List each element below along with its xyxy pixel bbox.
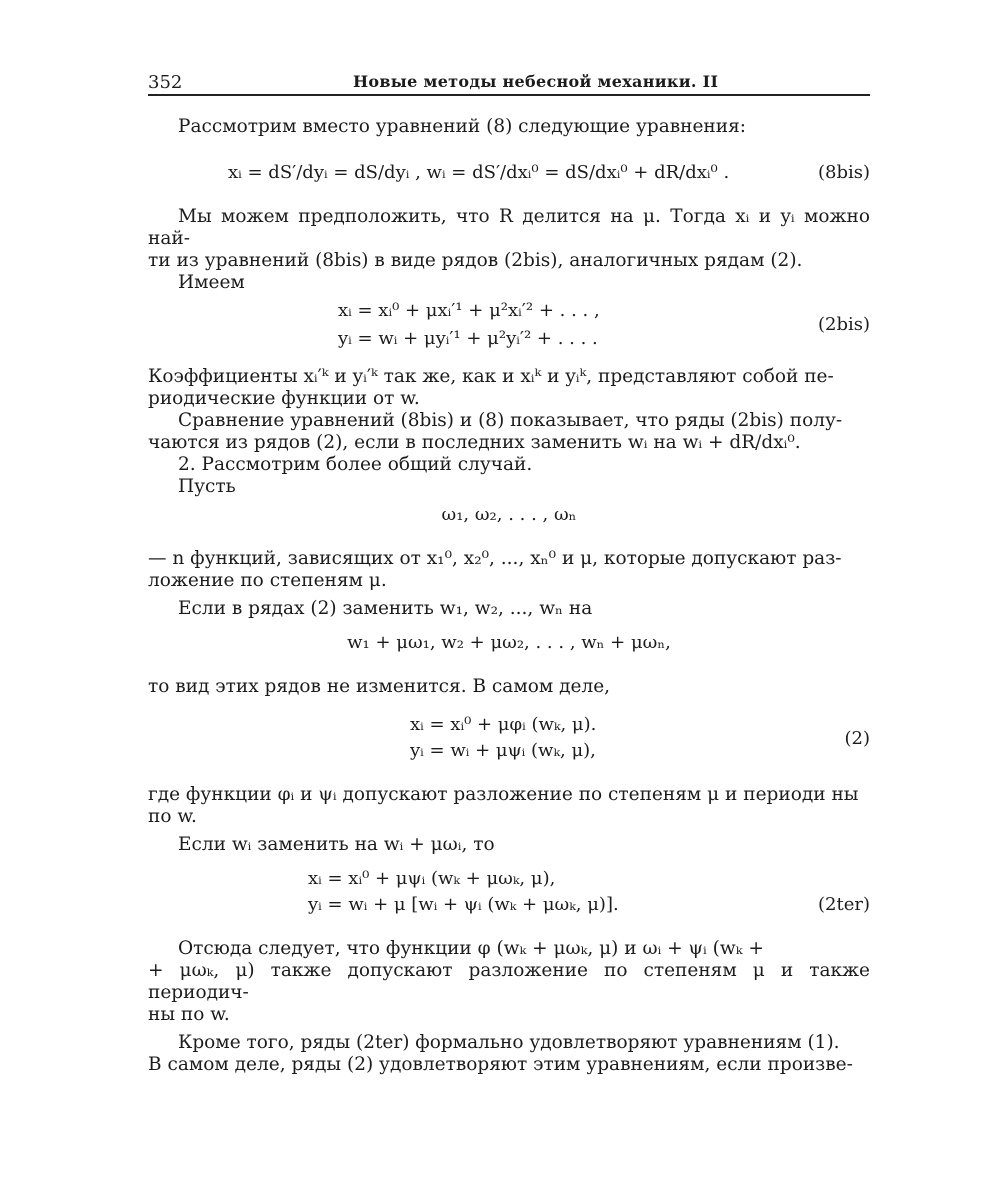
- paragraph-3-line-2: риодические функции от w.: [148, 388, 420, 409]
- paragraph-7-line-2: ложение по степеням μ.: [148, 570, 387, 591]
- equation-2: [148, 710, 870, 772]
- paragraph-6: Пусть: [178, 476, 236, 497]
- equation-2ter-line-2: yᵢ = wᵢ + μ [wᵢ + ψᵢ (wₖ + μωₖ, μ)].: [308, 894, 619, 915]
- equation-2-line-1: xᵢ = xᵢ⁰ + μφᵢ (wₖ, μ).: [410, 714, 597, 735]
- equation-2ter-line-1: xᵢ = xᵢ⁰ + μψᵢ (wₖ + μωₖ, μ),: [308, 868, 556, 889]
- equation-2bis: [148, 296, 870, 352]
- equation-2-line-2: yᵢ = wᵢ + μψᵢ (wₖ, μ),: [410, 740, 596, 761]
- running-title: Новые методы небесной механики. II: [353, 72, 719, 91]
- running-header: [148, 70, 870, 96]
- paragraph-9: то вид этих рядов не изменится. В самом деле,: [148, 676, 611, 697]
- paragraph-4-line-1: Сравнение уравнений (8bis) и (8) показывает, что ряды (2bis) полу-: [178, 410, 843, 431]
- equation-2bis-line-2: yᵢ = wᵢ + μyᵢ′¹ + μ²yᵢ′² + . . . .: [338, 328, 598, 349]
- paragraph-3-line-1: Коэффициенты xᵢ′ᵏ и yᵢ′ᵏ так же, как и xᵢᵏ и yᵢᵏ, представляют собой пе-: [148, 366, 834, 387]
- paragraph-5: 2. Рассмотрим более общий случай.: [178, 454, 533, 475]
- paragraph-2-line-1: Мы можем предположить, что R делится на μ. Тогда xᵢ и yᵢ можно най-: [148, 206, 870, 249]
- equation-8bis-tag: (8bis): [817, 162, 870, 183]
- paragraph-8: Если в рядах (2) заменить w₁, w₂, ..., wₙ на: [178, 598, 593, 619]
- paragraph-4-line-2: чаются из рядов (2), если в последних заменить wᵢ на wᵢ + dR/dxᵢ⁰.: [148, 432, 801, 453]
- paragraph-12-line-3: ны по w.: [148, 1004, 230, 1025]
- equation-2ter-tag: (2ter): [818, 894, 870, 915]
- equation-2bis-line-1: xᵢ = xᵢ⁰ + μxᵢ′¹ + μ²xᵢ′² + . . . ,: [338, 300, 600, 321]
- paragraph-12-line-1: Отсюда следует, что функции φ (wₖ + μωₖ, μ) и ωᵢ + ψᵢ (wₖ +: [178, 938, 764, 959]
- paragraph-1: Рассмотрим вместо уравнений (8) следующие уравнения:: [178, 116, 746, 137]
- paragraph-2-line-2: ти из уравнений (8bis) в виде рядов (2bis), аналогичных рядам (2).: [148, 250, 803, 271]
- page: [148, 70, 870, 1076]
- paragraph-10-line-1: где функции φᵢ и ψᵢ допускают разложение по степеням μ и периоди ны: [148, 784, 859, 805]
- equation-8bis: [148, 148, 870, 198]
- paragraph-12-line-2: + μωₖ, μ) также допускают разложение по степеням μ и также периодич-: [148, 960, 870, 1003]
- equation-substitution: w₁ + μω₁, w₂ + μω₂, . . . , wₙ + μωₙ,: [347, 632, 671, 653]
- equation-2ter: [148, 864, 870, 924]
- paragraph-13-line-2: В самом деле, ряды (2) удовлетворяют этим уравнениям, если произве-: [148, 1054, 853, 1075]
- page-number: 352: [148, 72, 183, 93]
- paragraph-7-line-1: — n функций, зависящих от x₁⁰, x₂⁰, ..., xₙ⁰ и μ, которые допускают раз-: [148, 548, 842, 569]
- paragraph-11: Если wᵢ заменить на wᵢ + μωᵢ, то: [178, 834, 495, 855]
- paragraph-2-line-3: Имеем: [178, 272, 245, 293]
- paragraph-10-line-2: по w.: [148, 806, 197, 827]
- equation-2bis-tag: (2bis): [817, 314, 870, 335]
- equation-2-tag: (2): [844, 728, 870, 749]
- equation-8bis-body: xᵢ = dS′/dyᵢ = dS/dyᵢ , wᵢ = dS′/dxᵢ⁰ = dS/dxᵢ⁰ + dR/dxᵢ⁰ .: [228, 162, 730, 183]
- equation-omega: ω₁, ω₂, . . . , ωₙ: [441, 504, 577, 525]
- paragraph-13-line-1: Кроме того, ряды (2ter) формально удовлетворяют уравнениям (1).: [178, 1032, 840, 1053]
